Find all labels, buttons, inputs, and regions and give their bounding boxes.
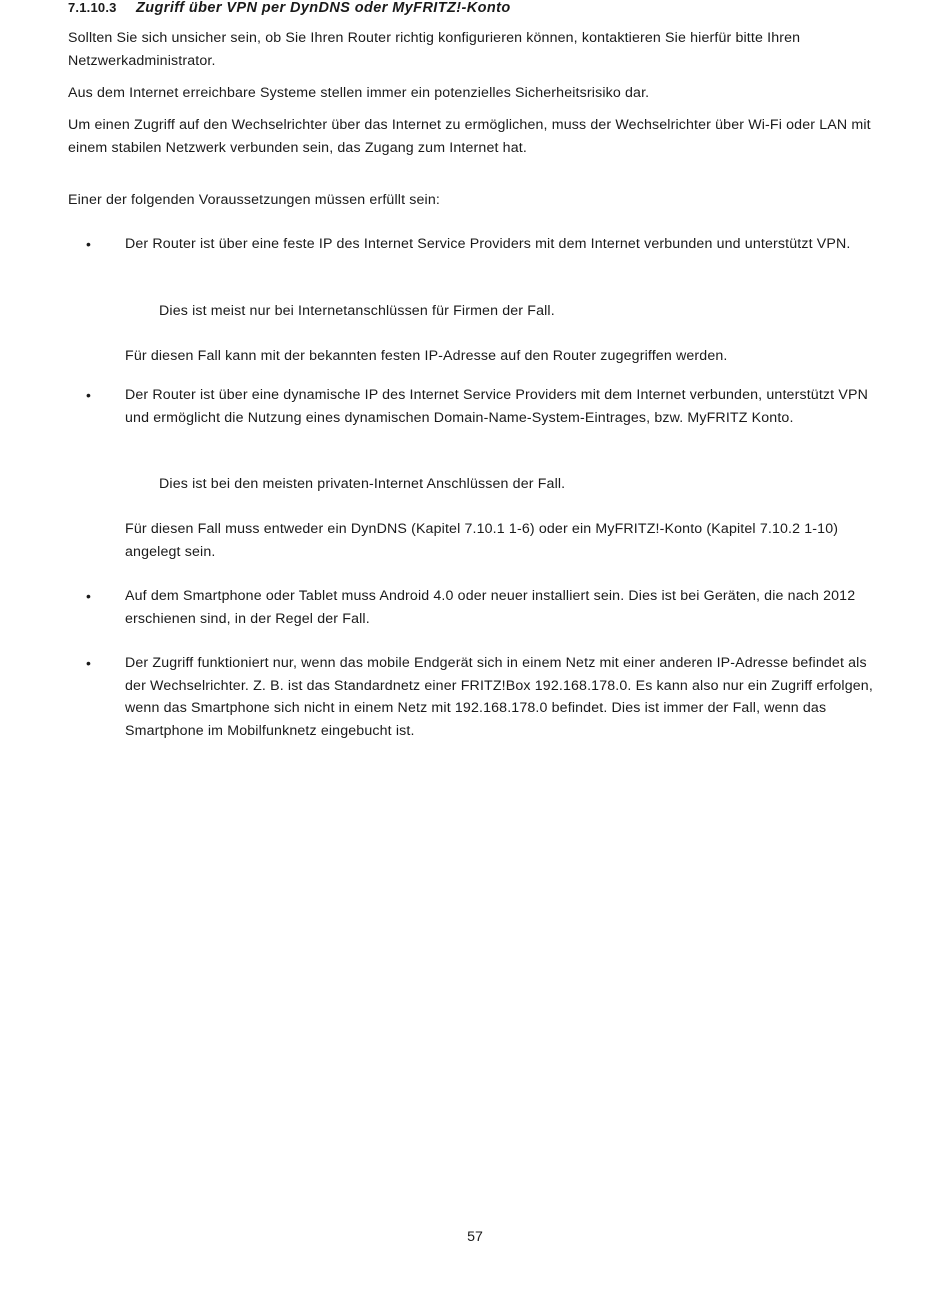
bullet-icon: •	[86, 236, 91, 252]
section-title: Zugriff über VPN per DynDNS oder MyFRITZ!-Konto	[136, 0, 511, 16]
list-item-followup: Für diesen Fall kann mit der bekannten festen IP-Adresse auf den Router zugegriffen werden.	[125, 348, 728, 364]
bullet-icon: •	[86, 655, 91, 671]
list-item-followup: Für diesen Fall muss entweder ein DynDNS (Kapitel 7.10.1 1-6) oder ein MyFRITZ!-Konto (Kapitel 7.10.2 1-10) angelegt sein.	[125, 521, 839, 560]
bullet-icon: •	[86, 387, 91, 403]
section-heading	[68, 0, 511, 16]
list-item: Der Router ist über eine dynamische IP des Internet Service Providers mit dem Internet verbunden, unterstützt VPN und ermöglicht die Nutzung eines dynamischen Domain-Name-System-Eintrages, bzw. MyFRITZ Konto.	[125, 387, 868, 426]
list-item: Auf dem Smartphone oder Tablet muss Android 4.0 oder neuer installiert sein. Dies ist bei Geräten, die nach 2012 erschienen sind, in der Regel der Fall.	[125, 588, 856, 627]
page-number: 57	[467, 1229, 483, 1245]
paragraph-network: Um einen Zugriff auf den Wechselrichter über das Internet zu ermöglichen, muss der Wechselrichter über Wi-Fi oder LAN mit einem stabilen Netzwerk verbunden sein, das Zugang zum Internet hat.	[68, 117, 871, 156]
bullet-icon: •	[86, 588, 91, 604]
section-number: 7.1.10.3	[68, 0, 117, 15]
list-item-note: Dies ist bei den meisten privaten-Internet Anschlüssen der Fall.	[159, 476, 566, 492]
list-item-note: Dies ist meist nur bei Internetanschlüssen für Firmen der Fall.	[159, 303, 555, 319]
list-item: Der Zugriff funktioniert nur, wenn das mobile Endgerät sich in einem Netz mit einer anderen IP-Adresse befindet als der Wechselrichter. Z. B. ist das Standardnetz einer FRITZ!Box 192.168.178.0. Es kann also nur ein Zugriff erfolgen, wenn das Smartphone sich nicht in einem Netz mit 192.168.178.0 befindet. Dies ist immer der Fall, wenn das Smartphone im Mobilfunknetz eingebucht ist.	[125, 655, 873, 739]
paragraph-intro: Sollten Sie sich unsicher sein, ob Sie Ihren Router richtig konfigurieren können, kontaktieren Sie hierfür bitte Ihren Netzwerkadministrator.	[68, 30, 801, 69]
paragraph-security: Aus dem Internet erreichbare Systeme stellen immer ein potenzielles Sicherheitsrisiko dar.	[68, 85, 650, 101]
list-item: Der Router ist über eine feste IP des Internet Service Providers mit dem Internet verbunden und unterstützt VPN.	[125, 236, 851, 252]
paragraph-requirements: Einer der folgenden Voraussetzungen müssen erfüllt sein:	[68, 192, 440, 208]
